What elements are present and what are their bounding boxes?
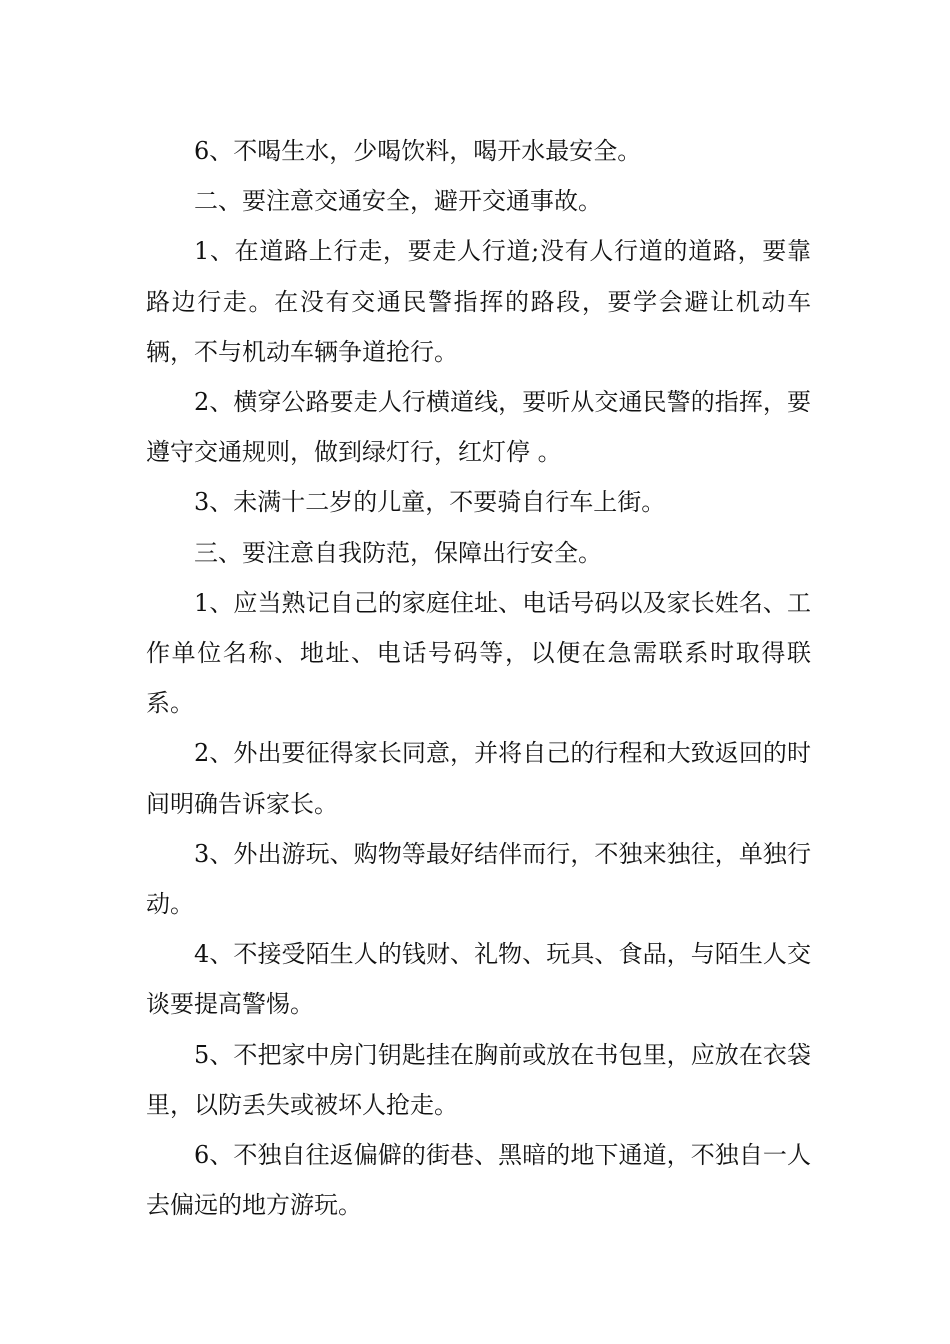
heading-self-protection: 三、要注意自我防范，保障出行安全。 [194, 538, 602, 567]
paragraph-walk-on-sidewalk: 1、在道路上行走，要走人行道;没有人行道的道路，要靠路边行走。在没有交通民警指挥的路段，要学会避让机动车辆，不与机动车辆争道抢行。 [146, 237, 811, 366]
paragraph-no-cycling-under-12: 3、未满十二岁的儿童，不要骑自行车上街。 [194, 488, 666, 517]
paragraph-house-keys: 5、不把家中房门钥匙挂在胸前或放在书包里，应放在衣袋里，以防丢失或被坏人抢走。 [146, 1040, 811, 1119]
paragraph-strangers: 4、不接受陌生人的钱财、礼物、玩具、食品，与陌生人交谈要提高警惕。 [146, 940, 811, 1019]
paragraph-go-in-groups: 3、外出游玩、购物等最好结伴而行，不独来独往，单独行动。 [146, 839, 811, 919]
paragraph-memorize-contacts: 1、应当熟记自己的家庭住址、电话号码以及家长姓名、工作单位名称、地址、电话号码等，以便在急需联系时取得联系。 [146, 588, 811, 718]
heading-traffic-safety: 二、要注意交通安全，避开交通事故。 [194, 187, 602, 216]
paragraph-no-raw-water: 6、不喝生水，少喝饮料，喝开水最安全。 [194, 137, 642, 165]
document-page [146, 126, 811, 1230]
paragraph-parental-consent: 2、外出要征得家长同意，并将自己的行程和大致返回的时间明确告诉家长。 [146, 739, 811, 818]
paragraph-remote-places: 6、不独自往返偏僻的街巷、黑暗的地下通道，不独自一人去偏远的地方游玩。 [146, 1141, 811, 1220]
paragraph-crosswalk: 2、横穿公路要走人行横道线，要听从交通民警的指挥，要遵守交通规则，做到绿灯行，红灯停 。 [146, 388, 811, 467]
